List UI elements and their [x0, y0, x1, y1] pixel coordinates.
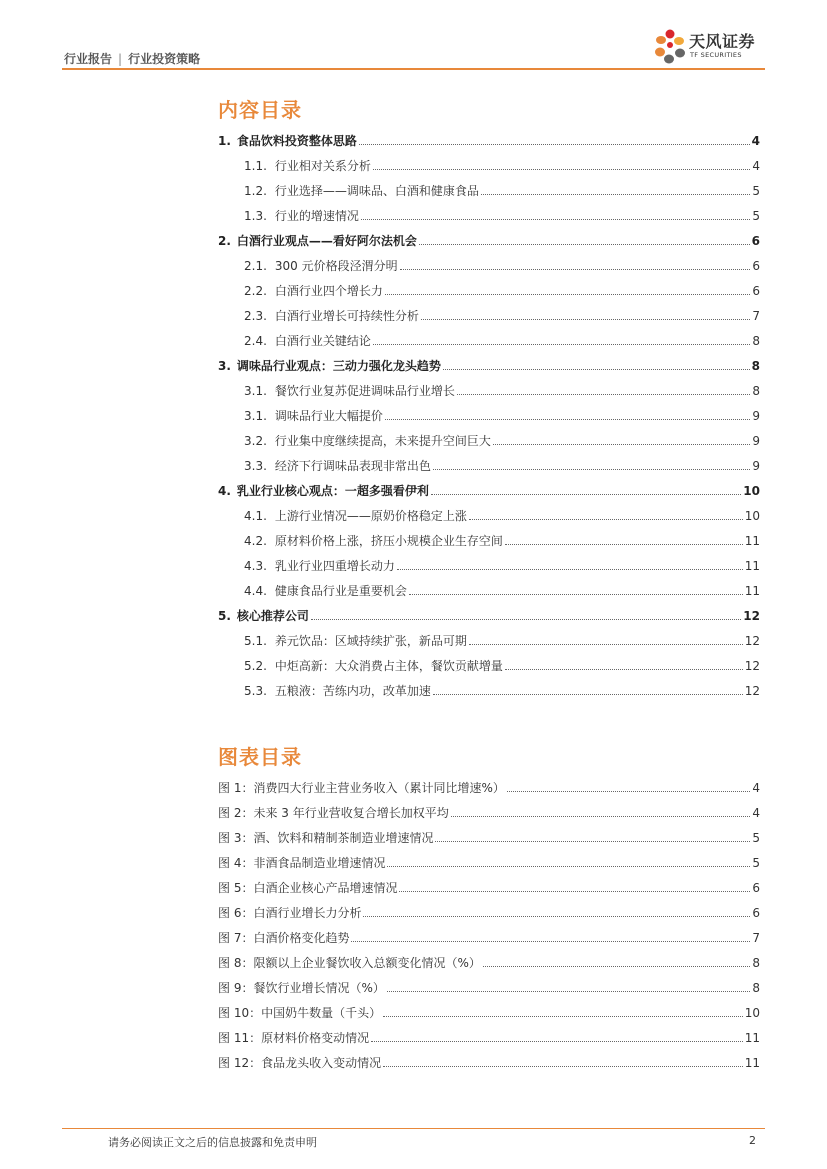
- toc-entry-text: 乳业行业四重增长动力: [274, 559, 395, 573]
- toc-entry-text: 行业选择——调味品、白酒和健康食品: [274, 184, 479, 198]
- toc-entry-text: 行业集中度继续提高，未来提升空间巨大: [274, 434, 491, 448]
- toc-entry-text: 上游行业情况——原奶价格稳定上涨: [274, 509, 467, 523]
- toc-entry[interactable]: [218, 273, 760, 298]
- toc-dot-leader: [387, 991, 751, 992]
- toc-entry-text: 白酒行业增长可持续性分析: [274, 309, 419, 323]
- toc-entry-number: 2.3.: [244, 309, 267, 323]
- toc-dot-leader: [361, 219, 750, 220]
- toc-entry-label: [218, 956, 481, 970]
- toc-entry[interactable]: [218, 945, 760, 970]
- toc-entry-label: [244, 559, 395, 573]
- toc-entry-page: 9: [752, 459, 760, 473]
- toc-dot-leader: [397, 569, 743, 570]
- toc-entry-label: [218, 781, 505, 795]
- toc-entry-text: 图 3：酒、饮料和精制茶制造业增速情况: [218, 831, 434, 845]
- toc-entry-page: 5: [752, 184, 760, 198]
- page-header: [62, 32, 765, 74]
- toc-entry[interactable]: [218, 148, 760, 173]
- toc-entry-number: 2.2.: [244, 284, 267, 298]
- toc-entry[interactable]: [218, 223, 760, 248]
- toc-entry-text: 图 11：原材料价格变动情况: [218, 1031, 370, 1045]
- toc-entry[interactable]: [218, 373, 760, 398]
- toc-entry-label: [218, 931, 349, 945]
- toc-entry-text: 图 6：白酒行业增长力分析: [218, 906, 362, 920]
- toc-entry-page: 6: [751, 234, 760, 248]
- toc-entry-number: 4.4.: [244, 584, 267, 598]
- toc-dot-leader: [351, 941, 750, 942]
- toc-entry[interactable]: [218, 323, 760, 348]
- toc-entry-page: 8: [752, 334, 760, 348]
- header-divider: [62, 68, 765, 70]
- toc-entry-page: 11: [744, 584, 760, 598]
- toc-entry[interactable]: [218, 895, 760, 920]
- toc-entry-label: [244, 384, 455, 398]
- toc-entry-page: 6: [752, 906, 760, 920]
- toc-entry-page: 5: [752, 831, 760, 845]
- toc-dot-leader: [373, 344, 750, 345]
- toc-entry-page: 11: [744, 1031, 760, 1045]
- toc-entry[interactable]: [218, 298, 760, 323]
- toc-entry[interactable]: [218, 498, 760, 523]
- toc-entry-page: 5: [752, 856, 760, 870]
- toc-entry[interactable]: [218, 770, 760, 795]
- toc-entry[interactable]: [218, 870, 760, 895]
- toc-entry-page: 4: [751, 134, 760, 148]
- toc-entry[interactable]: [218, 398, 760, 423]
- toc-entry-page: 9: [752, 409, 760, 423]
- toc-entry-text: 图 7：白酒价格变化趋势: [218, 931, 350, 945]
- toc-entry-label: [218, 484, 429, 498]
- toc-entry-text: 300 元价格段泾渭分明: [274, 259, 398, 273]
- figures-list: [218, 770, 760, 1070]
- toc-dot-leader: [457, 394, 750, 395]
- toc-entry-number: 3.1.: [244, 384, 267, 398]
- toc-entry-label: [218, 981, 385, 995]
- toc-dot-leader: [385, 419, 750, 420]
- toc-entry-text: 食品饮料投资整体思路: [236, 134, 357, 148]
- toc-dot-leader: [399, 891, 750, 892]
- toc-dot-leader: [435, 841, 750, 842]
- toc-entry-text: 经济下行调味品表现非常出色: [274, 459, 431, 473]
- toc-entry-number: 3.: [218, 359, 231, 373]
- toc-entry-label: [244, 534, 503, 548]
- toc-dot-leader: [409, 594, 743, 595]
- toc-entry-text: 图 1：消费四大行业主营业务收入（累计同比增速%）: [218, 781, 505, 795]
- toc-entry-text: 餐饮行业复苏促进调味品行业增长: [274, 384, 455, 398]
- toc-entry-page: 6: [752, 284, 760, 298]
- toc-entry[interactable]: [218, 648, 760, 673]
- toc-entry-page: 7: [752, 309, 760, 323]
- toc-entry-number: 2.: [218, 234, 231, 248]
- toc-entry-page: 11: [744, 1056, 760, 1070]
- toc-entry-label: [244, 309, 419, 323]
- toc-entry-text: 图 12：食品龙头收入变动情况: [218, 1056, 382, 1070]
- toc-dot-leader: [507, 791, 751, 792]
- toc-entry-page: 8: [752, 384, 760, 398]
- toc-entry-number: 4.3.: [244, 559, 267, 573]
- toc-entry-number: 2.4.: [244, 334, 267, 348]
- toc-entry-page: 4: [752, 159, 760, 173]
- toc-entry-number: 3.1.: [244, 409, 267, 423]
- toc-entry-number: 3.2.: [244, 434, 267, 448]
- toc-entry-number: 1.1.: [244, 159, 267, 173]
- toc-entry-page: 4: [752, 806, 760, 820]
- toc-entry[interactable]: [218, 523, 760, 548]
- toc-entry-text: 调味品行业观点：三动力强化龙头趋势: [236, 359, 441, 373]
- report-category: [64, 50, 200, 67]
- toc-entry-number: 5.1.: [244, 634, 267, 648]
- toc-entry-page: 12: [743, 609, 760, 623]
- toc-entry-label: [218, 359, 441, 373]
- header-separator: |: [118, 52, 123, 66]
- report-type: 行业报告: [64, 52, 113, 66]
- toc-entry-label: [244, 184, 479, 198]
- toc-entry[interactable]: [218, 548, 760, 573]
- toc-entry[interactable]: [218, 598, 760, 623]
- toc-dot-leader: [433, 694, 743, 695]
- toc-entry-page: 10: [744, 509, 760, 523]
- toc-entry-text: 白酒行业关键结论: [274, 334, 371, 348]
- toc-entry-page: 10: [744, 1006, 760, 1020]
- toc-entry-number: 1.: [218, 134, 231, 148]
- toc-entry-label: [218, 856, 385, 870]
- toc-dot-leader: [373, 169, 750, 170]
- toc-entry[interactable]: [218, 795, 760, 820]
- toc-dot-leader: [371, 1041, 743, 1042]
- toc-entry-number: 5.2.: [244, 659, 267, 673]
- toc-dot-leader: [363, 916, 750, 917]
- toc-entry-page: 7: [752, 931, 760, 945]
- toc-entry[interactable]: [218, 198, 760, 223]
- toc-entry-label: [218, 234, 417, 248]
- toc-entry-text: 原材料价格上涨，挤压小规模企业生存空间: [274, 534, 503, 548]
- toc-entry-text: 行业的增速情况: [274, 209, 359, 223]
- toc-dot-leader: [443, 369, 750, 370]
- toc-entry[interactable]: [218, 623, 760, 648]
- toc-entry-page: 11: [744, 534, 760, 548]
- toc-entry-page: 8: [752, 956, 760, 970]
- figures-title: 图表目录: [218, 745, 302, 769]
- toc-entry-text: 核心推荐公司: [236, 609, 309, 623]
- report-subtype: 行业投资策略: [128, 52, 201, 66]
- toc-entry-page: 12: [744, 684, 760, 698]
- toc-dot-leader: [481, 194, 750, 195]
- toc-entry[interactable]: [218, 573, 760, 598]
- toc-entry[interactable]: [218, 920, 760, 945]
- logo-chinese-name: 天风证券: [689, 32, 756, 51]
- toc-entry-text: 图 8：限额以上企业餐饮收入总额变化情况（%）: [218, 956, 481, 970]
- toc-dot-leader: [400, 269, 751, 270]
- toc-entry-page: 9: [752, 434, 760, 448]
- toc-entry-text: 图 9：餐饮行业增长情况（%）: [218, 981, 385, 995]
- page-number: 2: [749, 1134, 756, 1147]
- toc-entry-label: [218, 806, 449, 820]
- toc-dot-leader: [383, 1016, 743, 1017]
- toc-dot-leader: [421, 319, 750, 320]
- toc-entry-label: [218, 609, 309, 623]
- toc-entry-label: [218, 881, 397, 895]
- logo-english-name: TF SECURITIES: [690, 51, 742, 59]
- toc-entry[interactable]: [218, 348, 760, 373]
- toc-dot-leader: [505, 544, 743, 545]
- toc-dot-leader: [311, 619, 741, 620]
- toc-entry-text: 乳业行业核心观点：一超多强看伊利: [236, 484, 429, 498]
- tianfeng-flower-logo-icon: [653, 28, 689, 68]
- toc-entry-text: 行业相对关系分析: [274, 159, 371, 173]
- toc-entry-label: [244, 459, 431, 473]
- toc-entry[interactable]: [218, 173, 760, 198]
- toc-entry-label: [244, 409, 383, 423]
- toc-entry-page: 6: [752, 259, 760, 273]
- toc-entry[interactable]: [218, 673, 760, 698]
- toc-entry-label: [244, 209, 359, 223]
- toc-entry-page: 4: [752, 781, 760, 795]
- toc-entry[interactable]: [218, 1045, 760, 1070]
- toc-entry-page: 12: [744, 659, 760, 673]
- toc-entry-text: 调味品行业大幅提价: [274, 409, 383, 423]
- toc-entry-text: 五粮液：苦练内功，改革加速: [274, 684, 431, 698]
- toc-entry[interactable]: [218, 820, 760, 845]
- toc-dot-leader: [387, 866, 750, 867]
- toc-entry-number: 3.3.: [244, 459, 267, 473]
- toc-entry-number: 2.1.: [244, 259, 267, 273]
- toc-dot-leader: [359, 144, 750, 145]
- toc-entry-page: 8: [751, 359, 760, 373]
- toc-entry-number: 5.3.: [244, 684, 267, 698]
- toc-entry-number: 4.2.: [244, 534, 267, 548]
- toc-entry[interactable]: [218, 423, 760, 448]
- toc-entry[interactable]: [218, 448, 760, 473]
- toc-dot-leader: [493, 444, 750, 445]
- toc-dot-leader: [483, 966, 751, 967]
- toc-entry-number: 5.: [218, 609, 231, 623]
- toc-entry-label: [244, 509, 467, 523]
- toc-dot-leader: [505, 669, 743, 670]
- contents-title: 内容目录: [218, 98, 302, 122]
- toc-entry[interactable]: [218, 123, 760, 148]
- toc-entry-text: 图 4：非酒食品制造业增速情况: [218, 856, 386, 870]
- toc-entry-number: 4.: [218, 484, 231, 498]
- toc-entry-label: [218, 1031, 369, 1045]
- toc-entry-number: 1.2.: [244, 184, 267, 198]
- toc-entry-page: 10: [743, 484, 760, 498]
- toc-dot-leader: [383, 1066, 743, 1067]
- contents-list: [218, 123, 760, 698]
- toc-entry[interactable]: [218, 248, 760, 273]
- footer-disclaimer: 请务必阅读正文之后的信息披露和免责申明: [108, 1136, 317, 1149]
- toc-entry-label: [244, 434, 491, 448]
- toc-entry-page: 5: [752, 209, 760, 223]
- toc-entry-label: [244, 584, 407, 598]
- toc-entry-number: 4.1.: [244, 509, 267, 523]
- toc-entry-label: [218, 1056, 381, 1070]
- toc-entry-label: [244, 634, 467, 648]
- toc-entry-label: [244, 684, 431, 698]
- company-logo: [653, 28, 765, 68]
- toc-dot-leader: [385, 294, 750, 295]
- toc-entry-label: [244, 659, 503, 673]
- toc-entry-text: 白酒行业四个增长力: [274, 284, 383, 298]
- toc-entry-label: [218, 134, 357, 148]
- toc-entry-page: 6: [752, 881, 760, 895]
- toc-entry[interactable]: [218, 473, 760, 498]
- toc-entry-label: [218, 831, 433, 845]
- toc-entry-text: 图 10：中国奶牛数量（千头）: [218, 1006, 382, 1020]
- toc-entry-text: 图 2：未来 3 年行业营收复合增长加权平均: [218, 806, 449, 820]
- footer-divider: [62, 1128, 765, 1129]
- toc-entry[interactable]: [218, 845, 760, 870]
- toc-dot-leader: [469, 644, 743, 645]
- toc-entry-page: 12: [744, 634, 760, 648]
- toc-dot-leader: [431, 494, 741, 495]
- toc-entry[interactable]: [218, 995, 760, 1020]
- toc-entry-label: [244, 159, 371, 173]
- toc-entry-text: 中炬高新：大众消费占主体，餐饮贡献增量: [274, 659, 503, 673]
- toc-entry-page: 8: [752, 981, 760, 995]
- toc-entry-text: 白酒行业观点——看好阿尔法机会: [236, 234, 417, 248]
- toc-entry-page: 11: [744, 559, 760, 573]
- toc-entry-label: [218, 906, 361, 920]
- toc-entry[interactable]: [218, 970, 760, 995]
- toc-entry-text: 养元饮品：区域持续扩张，新品可期: [274, 634, 467, 648]
- toc-entry-label: [244, 334, 371, 348]
- toc-entry-text: 健康食品行业是重要机会: [274, 584, 407, 598]
- toc-entry-number: 1.3.: [244, 209, 267, 223]
- toc-entry-label: [218, 1006, 381, 1020]
- toc-entry-label: [244, 259, 398, 273]
- toc-dot-leader: [469, 519, 743, 520]
- toc-dot-leader: [433, 469, 750, 470]
- toc-entry-label: [244, 284, 383, 298]
- toc-entry-text: 图 5：白酒企业核心产品增速情况: [218, 881, 398, 895]
- toc-dot-leader: [419, 244, 750, 245]
- toc-dot-leader: [451, 816, 751, 817]
- toc-entry[interactable]: [218, 1020, 760, 1045]
